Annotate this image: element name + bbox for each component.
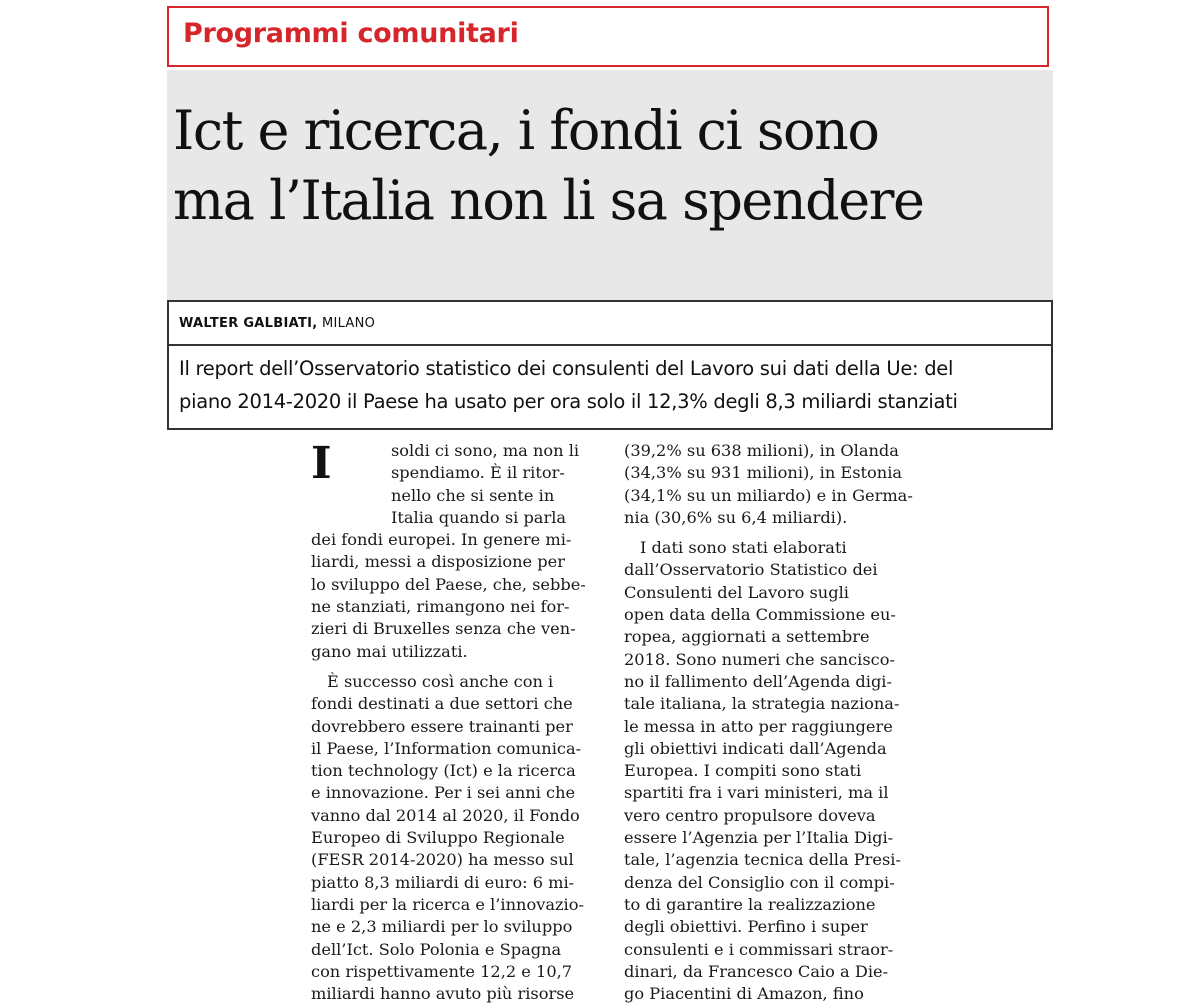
body-line: dovrebbero essere trainanti per [311,716,573,736]
drop-cap: I [311,438,332,489]
body-line: (FESR 2014-2020) ha messo sul [311,850,574,870]
body-line: ne stanziati, rimangono nei for- [311,597,570,617]
headline-line: ma l’Italia non li sa spendere [173,169,924,232]
summary-line: Il report dell’Osservatorio statistico dei consulenti del Lavoro sui dati della Ue: del [179,357,954,380]
body-line: Consulenti del Lavoro sugli [624,582,849,602]
section-kicker: Programmi comunitari [183,18,519,49]
body-line: (34,3% su 931 milioni), in Estonia [624,463,903,483]
body-line: tale italiana, la strategia naziona- [624,694,900,714]
headline [173,96,923,236]
byline-location: MILANO [321,316,376,331]
body-line: fondi destinati a due settori che [311,694,573,714]
byline-summary-box [167,300,1053,430]
body-line: tion technology (Ict) e la ricerca [311,761,576,781]
body-line: zieri di Bruxelles senza che ven- [311,619,576,639]
body-line: Europea. I compiti sono stati [624,761,862,781]
body-line: spendiamo. È il ritor- [391,463,565,483]
body-line: con rispettivamente 12,2 e 10,7 [311,961,573,981]
body-line: I dati sono stati elaborati [640,538,847,558]
body-line: dinari, da Francesco Caio a Die- [624,961,889,981]
article-summary [179,352,1045,418]
article-column-2 [624,440,913,1005]
body-line: soldi ci sono, ma non li [391,441,580,460]
body-line: dell’Ict. Solo Polonia e Spagna [311,939,562,959]
body-line: dei fondi europei. In genere mi- [311,530,572,550]
body-line: lo sviluppo del Paese, che, sebbe- [311,574,586,594]
body-line: vero centro propulsore doveva [624,805,876,825]
byline [179,316,375,331]
body-line: essere l’Agenzia per l’Italia Digi- [624,828,894,848]
body-line: denza del Consiglio con il compi- [624,872,895,892]
byline-divider [169,344,1051,346]
body-line: consulenti e i commissari straor- [624,939,894,959]
body-line: le messa in atto per raggiungere [624,716,893,736]
body-line: liardi per la ricerca e l’innovazio- [311,894,584,914]
body-line: to di garantire la realizzazione [624,894,876,914]
body-line: ne e 2,3 miliardi per lo sviluppo [311,917,573,937]
body-line: il Paese, l’Information comunica- [311,738,582,758]
body-line: (39,2% su 638 milioni), in Olanda [624,441,899,460]
body-line: Europeo di Sviluppo Regionale [311,828,565,848]
body-line: go Piacentini di Amazon, fino [624,984,864,1004]
headline-box [167,70,1053,300]
paragraph-gap [311,663,595,671]
body-line: vanno dal 2014 al 2020, il Fondo [311,805,580,825]
body-line: tale, l’agenzia tecnica della Presi- [624,850,901,870]
summary-line: piano 2014-2020 il Paese ha usato per ora solo il 12,3% degli 8,3 miliardi stanziati [179,390,958,413]
body-line: nia (30,6% su 6,4 miliardi). [624,507,848,527]
body-line: degli obiettivi. Perfino i super [624,917,868,937]
body-line: open data della Commissione eu- [624,605,896,625]
body-line: gano mai utilizzati. [311,641,468,661]
body-line: piatto 8,3 miliardi di euro: 6 mi- [311,872,575,892]
body-line: no il fallimento dell’Agenda digi- [624,671,892,691]
body-line: Italia quando si parla [391,507,567,527]
body-line: dall’Osservatorio Statistico dei [624,560,878,580]
article-column-1 [311,440,595,1005]
byline-author: WALTER GALBIATI, [179,316,318,331]
headline-line: Ict e ricerca, i fondi ci sono [173,99,879,162]
body-line: È successo così anche con i [327,671,554,691]
body-line: (34,1% su un miliardo) e in Germa- [624,485,913,505]
body-line: liardi, messi a disposizione per [311,552,565,572]
paragraph-gap [624,529,908,537]
body-line: e innovazione. Per i sei anni che [311,783,576,803]
body-line: 2018. Sono numeri che sancisco- [624,649,895,669]
body-line: nello che si sente in [391,485,555,505]
section-kicker-box [167,6,1049,67]
body-line: gli obiettivi indicati dall’Agenda [624,738,887,758]
body-line: ropea, aggiornati a settembre [624,627,870,647]
body-line: spartiti fra i vari ministeri, ma il [624,783,889,803]
body-line: miliardi hanno avuto più risorse [311,984,575,1004]
